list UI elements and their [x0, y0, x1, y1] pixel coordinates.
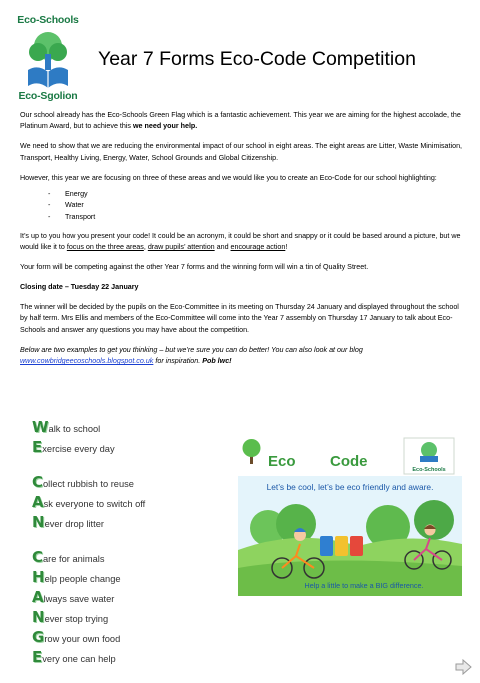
good-luck-text: Pob lwc!	[202, 357, 232, 366]
examples-text: Below are two examples to get you thinking – but we’re sure you can do better! You can also look at our blog	[20, 345, 363, 354]
underlined-focus: focus on the three areas	[66, 243, 144, 251]
acrostic-letter: E	[32, 438, 43, 456]
page-title: Year 7 Forms Eco-Code Competition	[98, 48, 416, 70]
paragraph-focus: However, this year we are focusing on three of these areas and we would like you to create an Eco-Code for our school highlighting:	[20, 173, 437, 182]
acrostic-line	[32, 608, 108, 626]
blog-link[interactable]: www.cowbridgeecoschools.blogspot.co.uk	[20, 357, 154, 366]
underlined-action: encourage action	[230, 243, 286, 251]
eco-schools-logo	[12, 12, 84, 102]
acrostic-text: row your own food	[44, 634, 121, 644]
acrostic-text: alk to school	[48, 424, 101, 434]
document-body	[20, 110, 466, 376]
acrostic-line	[32, 513, 104, 531]
acrostic-letter: C	[32, 473, 44, 491]
paragraph-winner: The winner will be decided by the pupils on the Eco-Committee in its meeting on Thursday 24 January and displayed throughout the school by half term. Mrs Ellis and members of the Eco-Committee will come into the Year 7 assembly on Thursday 17 January to talk about Eco-Schools and answer any questions you may have about the competition.	[20, 303, 459, 334]
exclamation: !	[285, 243, 288, 251]
focus-areas-list	[20, 189, 466, 224]
paragraph-intro	[20, 110, 466, 133]
acrostic-letter: A	[32, 493, 44, 511]
acrostic-letter: W	[32, 418, 49, 436]
badge-text: Eco-Schools	[412, 467, 446, 473]
acrostic-letter: A	[32, 588, 44, 606]
acrostic-text: lways save water	[43, 594, 115, 604]
acrostic-text: elp people change	[44, 574, 121, 584]
poster-headline-eco: Eco	[268, 453, 296, 470]
eco-code-poster	[238, 432, 462, 596]
tree-book-icon	[26, 30, 70, 88]
acrostic-letter: E	[32, 648, 43, 666]
acrostic-line	[32, 568, 121, 586]
acrostic-text: ollect rubbish to reuse	[43, 479, 134, 489]
acrostic-line	[32, 473, 134, 491]
present-text: It’s up to you how you present your code! It could be an acronym, it could be short and snappy or it could be based around a picture, but we would like it to	[20, 231, 461, 251]
list-item: - Water	[20, 200, 466, 212]
poster-tagline: Let’s be cool, let’s be eco friendly and aware.	[266, 482, 434, 492]
paragraph-examples	[20, 345, 466, 368]
recycling-bins	[320, 536, 363, 556]
acrostic-line	[32, 548, 105, 566]
acrostic-letter: G	[32, 628, 45, 646]
closing-date: Closing date – Tuesday 22 January	[20, 283, 139, 291]
intro-bold-text: we need your help.	[133, 122, 198, 131]
acrostic-letter: N	[32, 513, 45, 531]
separator: ,	[143, 243, 148, 251]
acrostic-line	[32, 493, 145, 511]
acrostic-line	[32, 418, 100, 436]
list-item: - Transport	[20, 212, 466, 224]
eco-schools-badge	[404, 438, 454, 474]
paragraph-eight-areas: We need to show that we are reducing the environmental impact of our school in eight areas. The eight areas are Litter, Waste Minimisation, Transport, Healthy Living, Energy, Water, School Grounds and Global Citizenship.	[20, 142, 463, 162]
acrostic-letter: H	[32, 568, 45, 586]
list-item: - Energy	[20, 189, 466, 201]
acrostic-letter: N	[32, 608, 45, 626]
acrostic-line	[32, 628, 120, 646]
acrostic-text: ever stop trying	[44, 614, 109, 624]
acrostic-text: very one can help	[42, 654, 116, 664]
logo-bottom-text: Eco-Sgolion	[18, 90, 78, 102]
examples-text-end: for inspiration.	[153, 357, 203, 366]
acrostic-line	[32, 438, 115, 456]
logo-top-text: Eco-Schools	[17, 14, 79, 26]
acrostic-text: ever drop litter	[44, 519, 104, 529]
acrostic-line	[32, 588, 114, 606]
paragraph-present	[20, 231, 466, 254]
poster-headline-code: Code	[330, 453, 368, 470]
acrostic-letter: C	[32, 548, 44, 566]
underlined-attention: draw pupils’ attention	[147, 243, 215, 251]
separator: and	[214, 243, 231, 251]
paragraph-prize: Your form will be competing against the other Year 7 forms and the winning form will win a tin of Quality Street.	[20, 263, 369, 271]
acrostic-text: xercise every day	[42, 444, 115, 454]
acrostic-text: sk everyone to switch off	[43, 499, 146, 509]
acrostic-text: are for animals	[43, 554, 105, 564]
intro-text: Our school already has the Eco-Schools Green Flag which is a fantastic achievement. This year we are aiming for the highest accolade, the Platinum Award, but to achieve this	[20, 111, 461, 131]
acrostic-line	[32, 648, 116, 666]
poster-footer: Help a little to make a BIG difference.	[304, 581, 424, 590]
next-page-arrow-icon[interactable]	[454, 659, 472, 675]
